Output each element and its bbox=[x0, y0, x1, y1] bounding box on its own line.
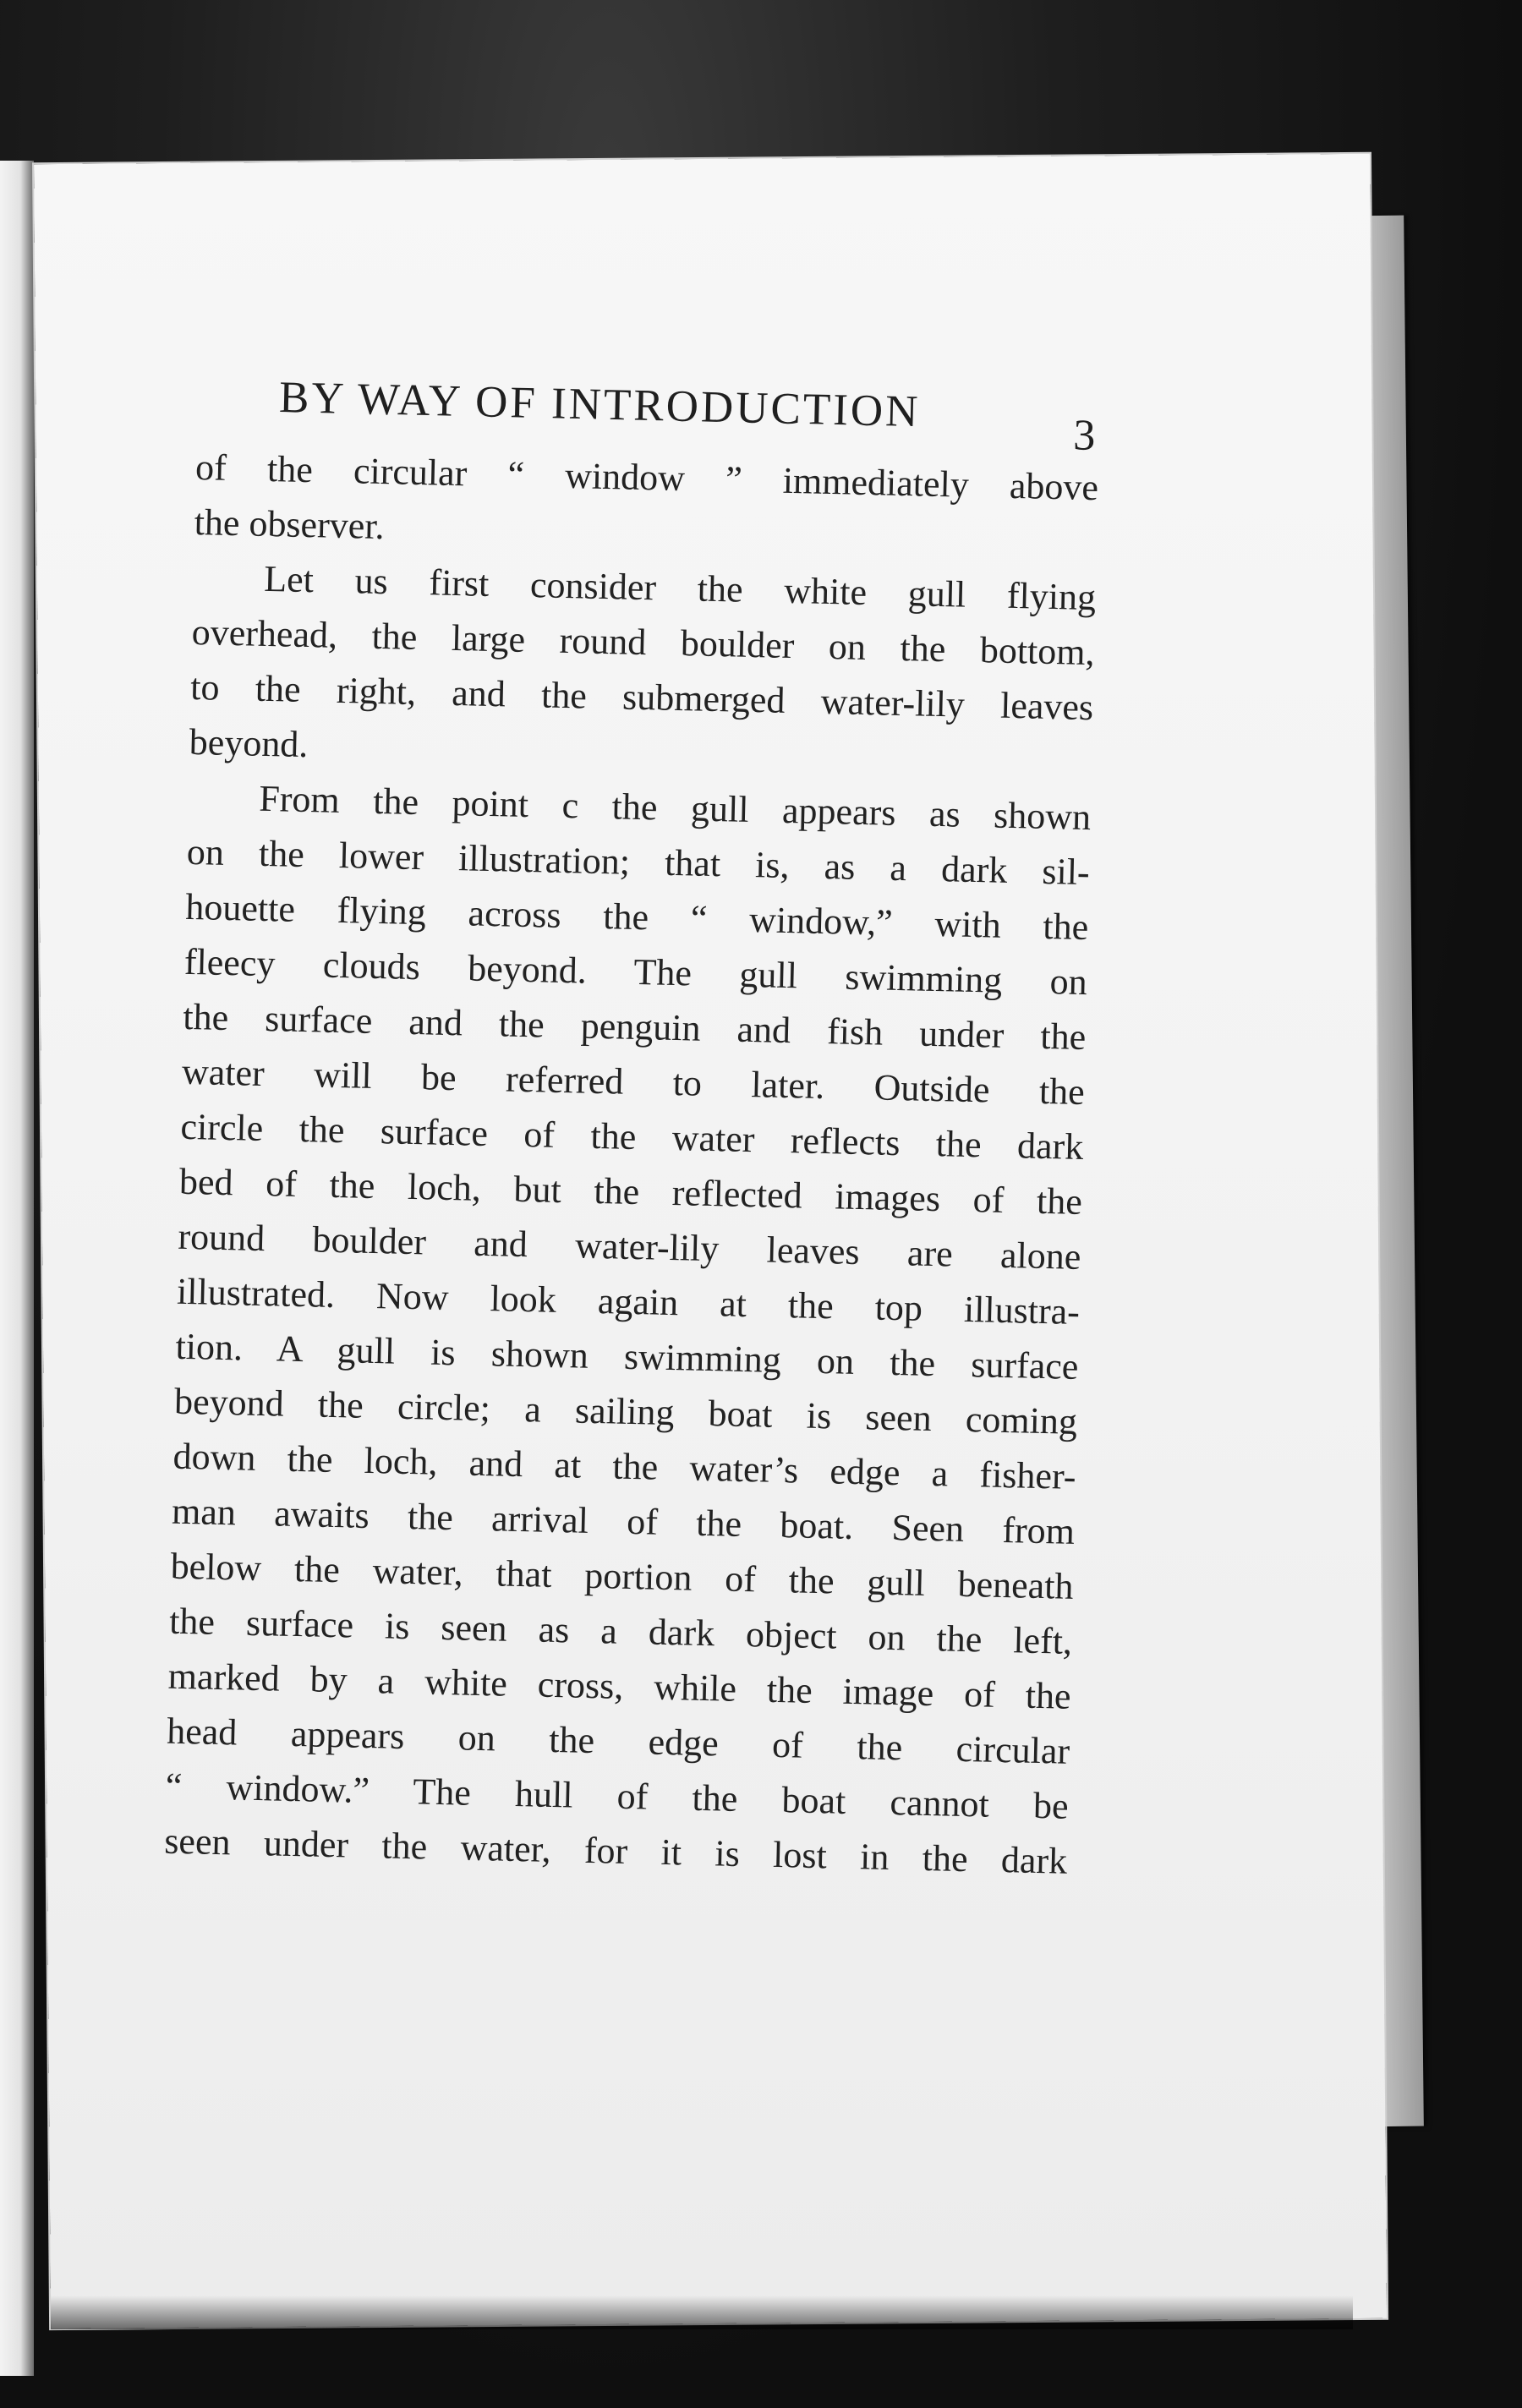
text-line: below the water, that portion of the gull beneath bbox=[170, 1545, 1075, 1607]
text-line: the observer. bbox=[194, 501, 386, 548]
text-line: tion. A gull is shown swimming on the surface bbox=[175, 1325, 1079, 1387]
text-line: to the right, and the submerged water-lily leaves bbox=[189, 665, 1094, 729]
text-line: the surface and the penguin and fish under the bbox=[182, 995, 1087, 1059]
text-line: fleecy clouds beyond. The gull swimming on bbox=[183, 940, 1088, 1004]
page-bottom-shadow bbox=[51, 2296, 1353, 2329]
facing-page-edge bbox=[0, 161, 34, 2376]
paragraph-2 bbox=[189, 550, 1097, 790]
text-line: Let us first consider the white gull flying bbox=[263, 557, 1097, 619]
text-line: of the circular “ window ” immediately above bbox=[194, 446, 1099, 509]
text-line: “ window.” The hull of the boat cannot be bbox=[165, 1765, 1070, 1827]
text-line: illustrated. Now look again at the top illustra- bbox=[176, 1270, 1081, 1333]
text-line: beyond the circle; a sailing boat is seen coming bbox=[173, 1380, 1078, 1442]
paragraph-1 bbox=[194, 440, 1099, 570]
text-line: head appears on the edge of the circular bbox=[166, 1710, 1070, 1772]
text-line: From the point c the gull appears as shown bbox=[258, 777, 1092, 839]
text-line: down the loch, and at the water’s edge a fisher- bbox=[172, 1435, 1076, 1497]
text-line: circle the surface of the water reflects the dark bbox=[180, 1105, 1084, 1168]
running-title: BY WAY OF INTRODUCTION bbox=[278, 373, 922, 437]
text-line: houette flying across the “ window,” with the bbox=[184, 885, 1089, 949]
text-line: round boulder and water-lily leaves are alone bbox=[178, 1215, 1081, 1278]
text-line: overhead, the large round boulder on the bottom, bbox=[191, 610, 1096, 674]
body-text bbox=[164, 440, 1099, 1889]
text-line: marked by a white cross, while the image of the bbox=[167, 1655, 1072, 1717]
page-number: 3 bbox=[1072, 411, 1096, 460]
paragraph-3 bbox=[164, 769, 1092, 1889]
text-line: the surface is seen as a dark object on the left, bbox=[168, 1600, 1073, 1662]
text-line: seen under the water, for it is lost in the dark bbox=[163, 1820, 1068, 1882]
text-line: on the lower illustration; that is, as a dark sil- bbox=[186, 830, 1091, 894]
text-line: beyond. bbox=[189, 720, 309, 766]
text-line: bed of the loch, but the reflected images of the bbox=[178, 1160, 1083, 1223]
text-line: water will be referred to later. Outside the bbox=[181, 1050, 1086, 1114]
text-line: man awaits the arrival of the boat. Seen from bbox=[171, 1490, 1076, 1552]
